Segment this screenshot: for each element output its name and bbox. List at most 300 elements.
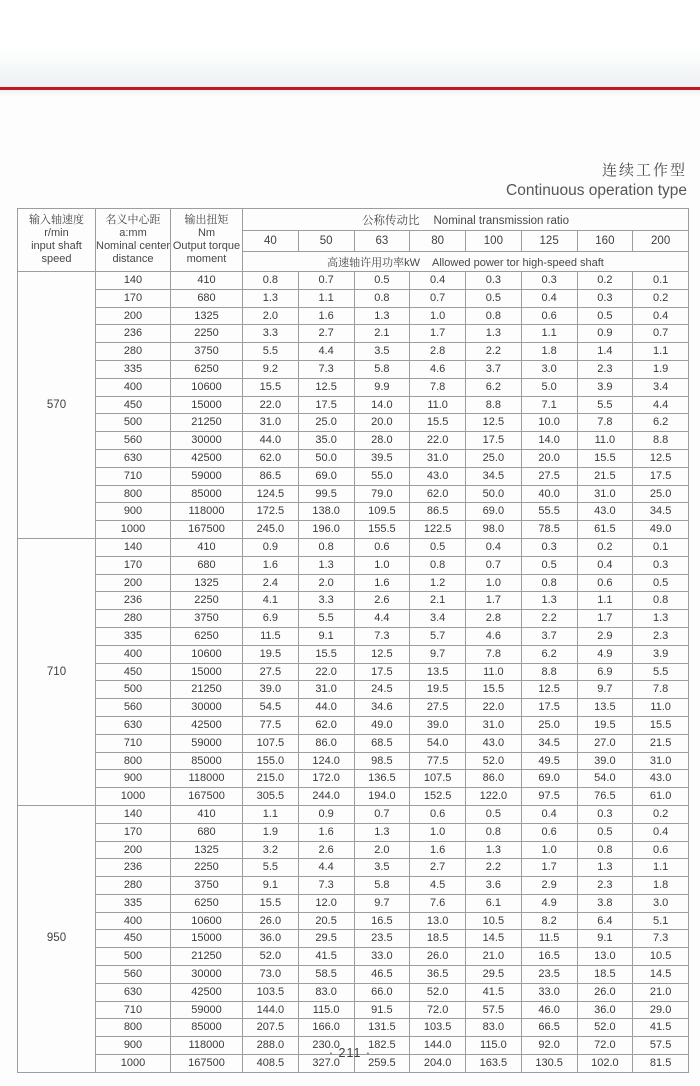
power-cell: 0.7	[354, 805, 410, 823]
power-cell: 4.5	[410, 877, 466, 895]
center-distance-cell: 900	[96, 770, 171, 788]
power-cell: 10.0	[521, 414, 577, 432]
ratio-63: 63	[354, 231, 410, 252]
power-cell: 68.5	[354, 734, 410, 752]
power-cell: 3.2	[243, 841, 299, 859]
power-cell: 52.0	[466, 752, 522, 770]
power-cell: 12.5	[354, 645, 410, 663]
power-cell: 0.4	[577, 556, 633, 574]
power-cell: 1.3	[243, 289, 299, 307]
header-center-distance-en1: Nominal center	[96, 240, 170, 252]
power-cell: 49.5	[521, 752, 577, 770]
power-cell: 13.5	[577, 699, 633, 717]
power-cell: 17.5	[521, 699, 577, 717]
power-cell: 5.5	[577, 396, 633, 414]
header-output-torque-unit: Nm	[197, 227, 216, 239]
power-cell: 122.0	[466, 788, 522, 806]
table-row	[18, 770, 689, 788]
torque-cell: 3750	[171, 343, 243, 361]
power-cell: 34.5	[466, 467, 522, 485]
power-cell: 16.5	[354, 912, 410, 930]
power-cell: 43.0	[577, 503, 633, 521]
power-cell: 5.8	[354, 877, 410, 895]
power-cell: 20.0	[354, 414, 410, 432]
torque-cell: 30000	[171, 966, 243, 984]
center-distance-cell: 800	[96, 485, 171, 503]
power-cell: 2.0	[298, 574, 354, 592]
power-cell: 39.0	[577, 752, 633, 770]
page-title	[506, 162, 687, 200]
table-row	[18, 1001, 689, 1019]
power-cell: 25.0	[466, 449, 522, 467]
power-cell: 0.3	[466, 272, 522, 290]
power-cell: 7.3	[298, 877, 354, 895]
power-cell: 1.0	[410, 823, 466, 841]
power-cell: 7.6	[410, 894, 466, 912]
torque-cell: 3750	[171, 877, 243, 895]
power-cell: 2.6	[354, 592, 410, 610]
torque-cell: 680	[171, 289, 243, 307]
power-cell: 98.0	[466, 521, 522, 539]
power-cell: 204.0	[410, 1055, 466, 1073]
power-cell: 124.5	[243, 485, 299, 503]
table-row	[18, 716, 689, 734]
torque-cell: 42500	[171, 983, 243, 1001]
power-cell: 103.5	[410, 1019, 466, 1037]
power-cell: 6.2	[633, 414, 689, 432]
power-cell: 1.3	[577, 859, 633, 877]
power-cell: 0.5	[521, 556, 577, 574]
power-cell: 34.6	[354, 699, 410, 717]
table-row	[18, 432, 689, 450]
power-cell: 9.7	[577, 681, 633, 699]
power-cell: 44.0	[243, 432, 299, 450]
power-cell: 163.5	[466, 1055, 522, 1073]
power-cell: 15.5	[243, 894, 299, 912]
power-cell: 7.3	[633, 930, 689, 948]
center-distance-cell: 140	[96, 538, 171, 556]
center-distance-cell: 170	[96, 289, 171, 307]
table-row	[18, 378, 689, 396]
power-cell: 12.5	[466, 414, 522, 432]
torque-cell: 410	[171, 538, 243, 556]
power-cell: 11.0	[577, 432, 633, 450]
power-cell: 3.3	[298, 592, 354, 610]
power-cell: 39.5	[354, 449, 410, 467]
power-cell: 7.8	[466, 645, 522, 663]
table-body	[18, 272, 689, 1073]
power-cell: 7.3	[298, 360, 354, 378]
power-cell: 54.0	[577, 770, 633, 788]
power-cell: 0.8	[521, 574, 577, 592]
power-cell: 19.5	[577, 716, 633, 734]
power-cell: 8.8	[521, 663, 577, 681]
table-row	[18, 930, 689, 948]
power-cell: 194.0	[354, 788, 410, 806]
power-cell: 0.8	[466, 823, 522, 841]
center-distance-cell: 170	[96, 556, 171, 574]
header-output-torque-cn: 输出扭矩	[184, 214, 229, 226]
power-cell: 3.8	[577, 894, 633, 912]
power-cell: 4.4	[298, 343, 354, 361]
power-cell: 12.5	[633, 449, 689, 467]
power-cell: 27.5	[243, 663, 299, 681]
power-cell: 0.8	[298, 538, 354, 556]
power-cell: 408.5	[243, 1055, 299, 1073]
torque-cell: 118000	[171, 770, 243, 788]
torque-cell: 410	[171, 272, 243, 290]
power-cell: 50.0	[298, 449, 354, 467]
power-cell: 9.9	[354, 378, 410, 396]
power-cell: 0.2	[633, 289, 689, 307]
power-cell: 172.5	[243, 503, 299, 521]
torque-cell: 21250	[171, 948, 243, 966]
power-cell: 55.0	[354, 467, 410, 485]
torque-cell: 15000	[171, 930, 243, 948]
power-cell: 4.6	[410, 360, 466, 378]
power-cell: 3.6	[466, 877, 522, 895]
page-number: · 211 ·	[328, 1046, 372, 1060]
power-cell: 0.6	[410, 805, 466, 823]
power-cell: 5.7	[410, 627, 466, 645]
table-row	[18, 574, 689, 592]
power-cell: 107.5	[243, 734, 299, 752]
power-cell: 33.0	[521, 983, 577, 1001]
power-cell: 0.3	[521, 538, 577, 556]
power-cell: 62.0	[410, 485, 466, 503]
power-cell: 33.0	[354, 948, 410, 966]
table-row	[18, 841, 689, 859]
power-cell: 4.1	[243, 592, 299, 610]
power-cell: 34.5	[521, 734, 577, 752]
center-distance-cell: 450	[96, 930, 171, 948]
power-cell: 19.5	[243, 645, 299, 663]
center-distance-cell: 400	[96, 912, 171, 930]
power-cell: 9.7	[410, 645, 466, 663]
power-cell: 69.0	[466, 503, 522, 521]
power-cell: 83.0	[466, 1019, 522, 1037]
power-cell: 14.0	[354, 396, 410, 414]
power-cell: 2.3	[633, 627, 689, 645]
center-distance-cell: 280	[96, 610, 171, 628]
center-distance-cell: 630	[96, 983, 171, 1001]
table-row	[18, 948, 689, 966]
power-cell: 124.0	[298, 752, 354, 770]
header-output-torque-en2: moment	[186, 253, 227, 265]
ratio-40: 40	[243, 231, 299, 252]
power-cell: 6.9	[577, 663, 633, 681]
power-cell: 2.2	[466, 859, 522, 877]
power-cell: 109.5	[354, 503, 410, 521]
power-cell: 69.0	[521, 770, 577, 788]
power-cell: 0.4	[633, 307, 689, 325]
center-distance-cell: 900	[96, 503, 171, 521]
power-cell: 1.9	[243, 823, 299, 841]
torque-cell: 42500	[171, 449, 243, 467]
power-cell: 166.0	[298, 1019, 354, 1037]
table-row	[18, 877, 689, 895]
center-distance-cell: 236	[96, 325, 171, 343]
power-cell: 15.5	[633, 716, 689, 734]
power-cell: 58.5	[298, 966, 354, 984]
power-cell: 0.5	[577, 307, 633, 325]
torque-cell: 21250	[171, 681, 243, 699]
power-cell: 13.5	[410, 663, 466, 681]
power-cell: 52.0	[243, 948, 299, 966]
torque-cell: 2250	[171, 592, 243, 610]
center-distance-cell: 500	[96, 681, 171, 699]
table-row	[18, 592, 689, 610]
ratio-80: 80	[410, 231, 466, 252]
power-cell: 11.5	[243, 627, 299, 645]
power-cell: 0.2	[577, 272, 633, 290]
power-cell: 9.1	[243, 877, 299, 895]
power-cell: 0.5	[466, 805, 522, 823]
center-distance-cell: 170	[96, 823, 171, 841]
power-cell: 26.0	[243, 912, 299, 930]
power-cell: 0.9	[577, 325, 633, 343]
power-cell: 155.0	[243, 752, 299, 770]
torque-cell: 680	[171, 823, 243, 841]
ratio-title-en: Nominal transmission ratio	[433, 214, 569, 227]
power-cell: 305.5	[243, 788, 299, 806]
power-cell: 66.5	[521, 1019, 577, 1037]
power-cell: 0.7	[298, 272, 354, 290]
power-cell: 25.0	[521, 716, 577, 734]
power-cell: 3.4	[633, 378, 689, 396]
speed-cell: 570	[18, 272, 96, 539]
power-cell: 22.0	[466, 699, 522, 717]
power-cell: 1.1	[633, 343, 689, 361]
torque-cell: 15000	[171, 396, 243, 414]
table-row	[18, 752, 689, 770]
table-row	[18, 627, 689, 645]
table-row	[18, 360, 689, 378]
power-cell: 17.5	[633, 467, 689, 485]
power-cell: 5.1	[633, 912, 689, 930]
power-cell: 31.0	[298, 681, 354, 699]
center-distance-cell: 400	[96, 645, 171, 663]
power-cell: 0.1	[633, 272, 689, 290]
torque-cell: 6250	[171, 894, 243, 912]
power-cell: 0.7	[466, 556, 522, 574]
center-distance-cell: 280	[96, 343, 171, 361]
power-cell: 8.8	[633, 432, 689, 450]
power-cell: 6.2	[466, 378, 522, 396]
center-distance-cell: 1000	[96, 1055, 171, 1073]
power-cell: 7.1	[521, 396, 577, 414]
table-row	[18, 912, 689, 930]
power-cell: 23.5	[354, 930, 410, 948]
power-cell: 2.1	[354, 325, 410, 343]
torque-cell: 59000	[171, 1001, 243, 1019]
power-cell: 14.5	[633, 966, 689, 984]
power-cell: 172.0	[298, 770, 354, 788]
center-distance-cell: 200	[96, 841, 171, 859]
power-cell: 131.5	[354, 1019, 410, 1037]
center-distance-cell: 710	[96, 1001, 171, 1019]
power-cell: 0.2	[633, 805, 689, 823]
table-row	[18, 734, 689, 752]
power-cell: 115.0	[298, 1001, 354, 1019]
power-cell: 245.0	[243, 521, 299, 539]
header-center-distance	[96, 209, 171, 272]
power-cell: 21.0	[466, 948, 522, 966]
power-cell: 15.5	[577, 449, 633, 467]
header-input-speed-en1: input shaft	[31, 240, 82, 252]
ratio-50: 50	[298, 231, 354, 252]
power-cell: 136.5	[354, 770, 410, 788]
table-row	[18, 289, 689, 307]
power-cell: 3.9	[633, 645, 689, 663]
power-cell: 21.5	[633, 734, 689, 752]
power-cell: 12.5	[521, 681, 577, 699]
torque-cell: 85000	[171, 485, 243, 503]
power-cell: 2.6	[298, 841, 354, 859]
center-distance-cell: 200	[96, 307, 171, 325]
torque-cell: 410	[171, 805, 243, 823]
table-row	[18, 681, 689, 699]
power-cell: 2.0	[243, 307, 299, 325]
power-cell: 4.4	[633, 396, 689, 414]
power-cell: 20.5	[298, 912, 354, 930]
power-cell: 86.5	[410, 503, 466, 521]
header-output-torque-en1: Output torque	[172, 240, 241, 252]
power-cell: 0.3	[521, 272, 577, 290]
power-cell: 1.2	[410, 574, 466, 592]
table-row	[18, 859, 689, 877]
power-cell: 0.5	[466, 289, 522, 307]
power-cell: 0.5	[354, 272, 410, 290]
power-cell: 98.5	[354, 752, 410, 770]
center-distance-cell: 630	[96, 716, 171, 734]
table-row	[18, 396, 689, 414]
power-cell: 10.5	[633, 948, 689, 966]
center-distance-cell: 335	[96, 894, 171, 912]
center-distance-cell: 236	[96, 859, 171, 877]
power-cell: 36.0	[577, 1001, 633, 1019]
power-cell: 13.0	[577, 948, 633, 966]
center-distance-cell: 450	[96, 663, 171, 681]
header-center-distance-en2: distance	[112, 253, 154, 265]
power-cell: 8.8	[466, 396, 522, 414]
power-cell: 1.7	[466, 592, 522, 610]
power-cell: 23.5	[521, 966, 577, 984]
power-cell: 22.0	[243, 396, 299, 414]
power-cell: 1.0	[354, 556, 410, 574]
power-cell: 27.5	[410, 699, 466, 717]
power-cell: 86.5	[243, 467, 299, 485]
power-cell: 6.9	[243, 610, 299, 628]
power-cell: 0.8	[243, 272, 299, 290]
power-cell: 86.0	[298, 734, 354, 752]
power-cell: 31.0	[466, 716, 522, 734]
power-cell: 29.0	[633, 1001, 689, 1019]
power-cell: 83.0	[298, 983, 354, 1001]
table-row	[18, 966, 689, 984]
power-cell: 54.0	[410, 734, 466, 752]
power-cell: 91.5	[354, 1001, 410, 1019]
power-cell: 7.3	[354, 627, 410, 645]
torque-cell: 118000	[171, 503, 243, 521]
power-cell: 15.5	[243, 378, 299, 396]
power-cell: 12.5	[298, 378, 354, 396]
power-cell: 54.5	[243, 699, 299, 717]
speed-cell: 950	[18, 805, 96, 1072]
power-cell: 327.0	[298, 1055, 354, 1073]
power-cell: 20.0	[521, 449, 577, 467]
power-cell: 72.0	[410, 1001, 466, 1019]
table-row	[18, 610, 689, 628]
power-cell: 0.4	[521, 805, 577, 823]
page-title-chinese: 连续工作型	[601, 162, 687, 179]
power-cell: 1.9	[633, 360, 689, 378]
power-cell: 1.8	[633, 877, 689, 895]
header-center-distance-cn: 名义中心距	[105, 214, 161, 226]
power-cell: 43.0	[466, 734, 522, 752]
ratio-100: 100	[466, 231, 522, 252]
power-cell: 130.5	[521, 1055, 577, 1073]
power-cell: 46.5	[354, 966, 410, 984]
power-cell: 1.1	[633, 859, 689, 877]
table-row	[18, 805, 689, 823]
power-cell: 36.5	[410, 966, 466, 984]
power-cell: 152.5	[410, 788, 466, 806]
power-cell: 0.3	[577, 805, 633, 823]
torque-cell: 59000	[171, 467, 243, 485]
power-cell: 3.5	[354, 859, 410, 877]
power-cell: 215.0	[243, 770, 299, 788]
power-cell: 18.5	[577, 966, 633, 984]
power-cell: 207.5	[243, 1019, 299, 1037]
page-title-english: Continuous operation type	[506, 181, 687, 199]
power-cell: 259.5	[354, 1055, 410, 1073]
power-cell: 31.0	[243, 414, 299, 432]
power-cell: 72.0	[577, 1037, 633, 1055]
power-cell: 2.3	[577, 877, 633, 895]
power-cell: 4.6	[466, 627, 522, 645]
power-cell: 0.9	[298, 805, 354, 823]
power-cell: 0.8	[466, 307, 522, 325]
table-row	[18, 449, 689, 467]
power-cell: 15.5	[410, 414, 466, 432]
power-cell: 99.5	[298, 485, 354, 503]
center-distance-cell: 800	[96, 752, 171, 770]
power-cell: 3.7	[521, 627, 577, 645]
power-cell: 0.6	[521, 307, 577, 325]
center-distance-cell: 236	[96, 592, 171, 610]
power-cell: 27.5	[521, 467, 577, 485]
power-cell: 1.7	[521, 859, 577, 877]
center-distance-cell: 280	[96, 877, 171, 895]
power-cell: 1.0	[466, 574, 522, 592]
center-distance-cell: 335	[96, 360, 171, 378]
header-input-speed-en2: speed	[41, 253, 72, 265]
power-cell: 3.5	[354, 343, 410, 361]
power-cell: 18.5	[410, 930, 466, 948]
power-cell: 19.5	[410, 681, 466, 699]
power-cell: 26.0	[410, 948, 466, 966]
power-cell: 0.4	[521, 289, 577, 307]
power-cell: 2.1	[410, 592, 466, 610]
page-top-band	[0, 0, 700, 87]
power-cell: 29.5	[298, 930, 354, 948]
power-cell: 1.3	[354, 823, 410, 841]
table-row	[18, 485, 689, 503]
power-cell: 4.9	[577, 645, 633, 663]
center-distance-cell: 335	[96, 627, 171, 645]
power-cell: 1.8	[521, 343, 577, 361]
